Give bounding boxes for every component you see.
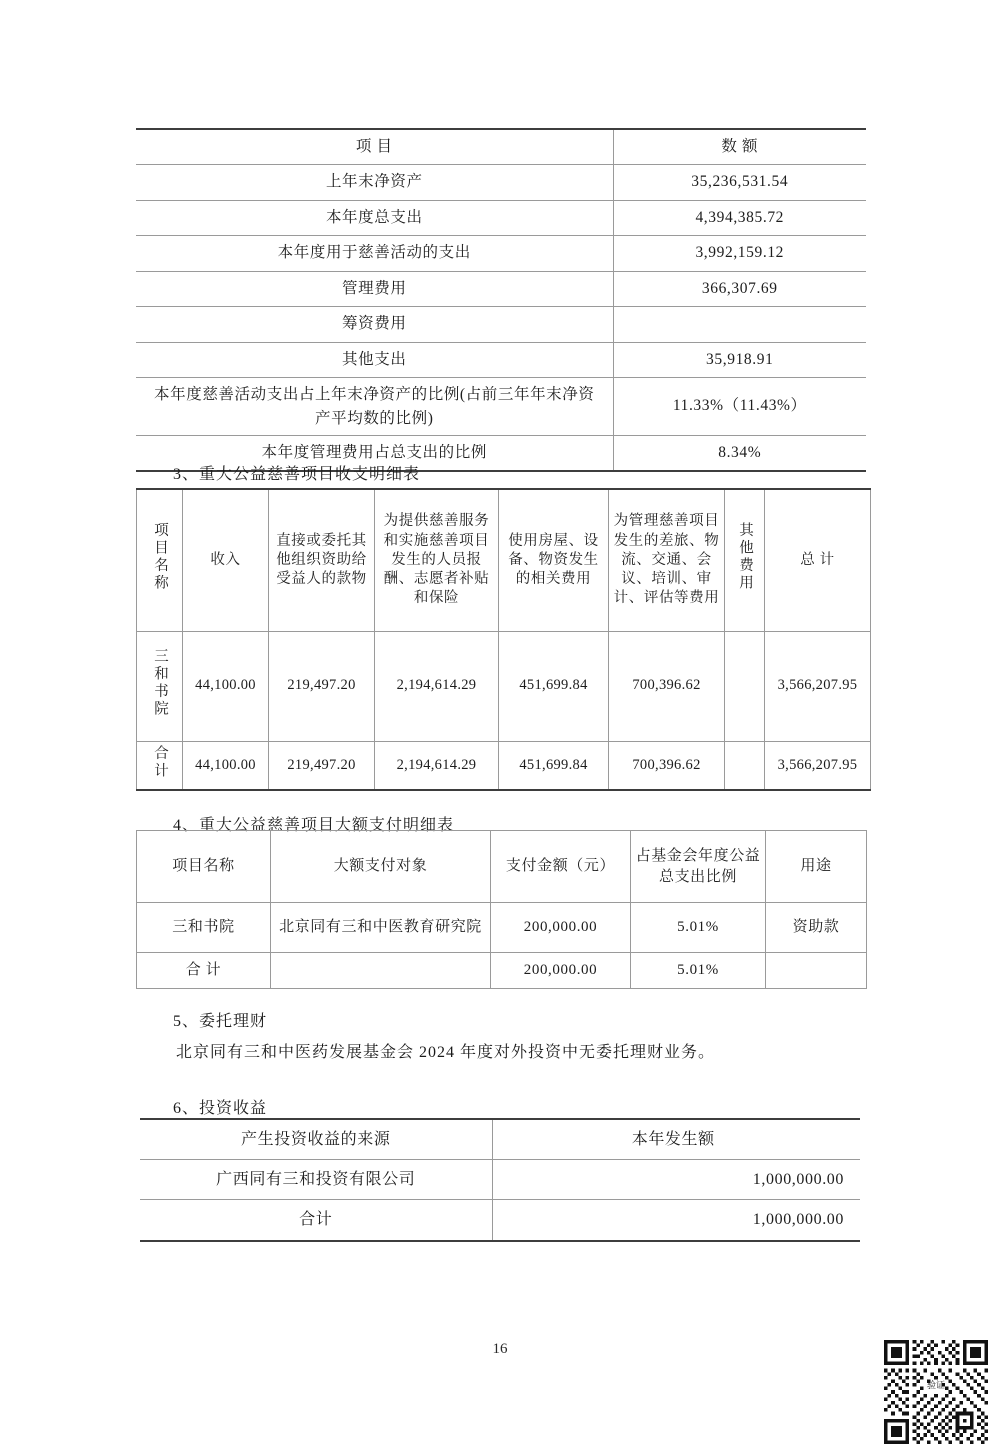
table-row xyxy=(136,236,866,271)
row-value xyxy=(613,307,866,342)
row-value: 366,307.69 xyxy=(613,271,866,306)
table-total-row xyxy=(137,953,867,989)
cell-facility-cost: 451,699.84 xyxy=(499,741,609,790)
header-direct-aid: 直接或委托其他组织资助给受益人的款物 xyxy=(269,489,375,631)
cell-purpose xyxy=(766,953,867,989)
header-amount: 数 额 xyxy=(613,129,866,165)
cell-amount: 200,000.00 xyxy=(491,953,631,989)
header-amount: 支付金额（元） xyxy=(491,831,631,903)
row-label: 筹资费用 xyxy=(136,307,613,342)
cell-source: 广西同有三和投资有限公司 xyxy=(140,1160,492,1200)
row-label: 上年末净资产 xyxy=(136,165,613,200)
cell-payee xyxy=(271,953,491,989)
section-3-heading: 3、重大公益慈善项目收支明细表 xyxy=(173,466,421,483)
header-payee: 大额支付对象 xyxy=(271,831,491,903)
table-row xyxy=(136,271,866,306)
section-4-heading: 4、重大公益慈善项目大额支付明细表 xyxy=(173,817,455,834)
row-value: 3,992,159.12 xyxy=(613,236,866,271)
row-label: 管理费用 xyxy=(136,271,613,306)
table-total-row xyxy=(137,741,871,790)
table-row xyxy=(140,1160,860,1200)
section-6-heading: 6、投资收益 xyxy=(173,1100,268,1117)
header-ratio: 占基金会年度公益总支出比例 xyxy=(631,831,766,903)
cell-amount: 200,000.00 xyxy=(491,903,631,953)
investment-income-table xyxy=(140,1118,860,1242)
net-assets-table xyxy=(136,128,866,472)
row-label: 本年度管理费用占总支出的比例 xyxy=(136,435,613,471)
header-other-cost: 其他费用 xyxy=(725,489,765,631)
cell-income: 44,100.00 xyxy=(183,741,269,790)
header-purpose: 用途 xyxy=(766,831,867,903)
cell-ratio: 5.01% xyxy=(631,953,766,989)
cell-amount: 1,000,000.00 xyxy=(492,1200,860,1241)
cell-total: 3,566,207.95 xyxy=(765,741,871,790)
cell-facility-cost: 451,699.84 xyxy=(499,631,609,741)
qr-center-label: 验证 xyxy=(926,1380,945,1390)
table-header-row xyxy=(137,489,871,631)
charity-project-detail-table xyxy=(136,488,871,791)
verification-qr-code xyxy=(884,1340,988,1444)
header-project-name: 项目名称 xyxy=(137,831,271,903)
table-row xyxy=(136,342,866,377)
row-label: 本年度慈善活动支出占上年末净资产的比例(占前三年年末净资产平均数的比例) xyxy=(136,378,613,436)
table-header-row xyxy=(137,831,867,903)
table-row xyxy=(136,378,866,436)
header-item: 项 目 xyxy=(136,129,613,165)
header-amount: 本年发生额 xyxy=(492,1119,860,1160)
cell-total: 3,566,207.95 xyxy=(765,631,871,741)
row-value: 11.33%（11.43%） xyxy=(613,378,866,436)
qr-code-icon xyxy=(884,1340,988,1444)
header-facility-cost: 使用房屋、设备、物资发生的相关费用 xyxy=(499,489,609,631)
large-payment-detail-table xyxy=(136,830,867,989)
cell-payee: 北京同有三和中医教育研究院 xyxy=(271,903,491,953)
page-number: 16 xyxy=(492,1341,508,1357)
cell-direct-aid: 219,497.20 xyxy=(269,741,375,790)
row-label: 本年度用于慈善活动的支出 xyxy=(136,236,613,271)
cell-project-name: 合计 xyxy=(137,741,183,790)
cell-other-cost xyxy=(725,631,765,741)
cell-project-name: 三和书院 xyxy=(137,631,183,741)
cell-project-name: 三和书院 xyxy=(137,903,271,953)
row-label: 其他支出 xyxy=(136,342,613,377)
table-row xyxy=(136,165,866,200)
cell-project-name: 合 计 xyxy=(137,953,271,989)
table-row xyxy=(136,307,866,342)
cell-other-cost xyxy=(725,741,765,790)
cell-personnel-cost: 2,194,614.29 xyxy=(375,631,499,741)
table-row xyxy=(137,903,867,953)
cell-ratio: 5.01% xyxy=(631,903,766,953)
row-label: 本年度总支出 xyxy=(136,200,613,235)
header-total: 总 计 xyxy=(765,489,871,631)
cell-personnel-cost: 2,194,614.29 xyxy=(375,741,499,790)
row-value: 35,236,531.54 xyxy=(613,165,866,200)
header-personnel-cost: 为提供慈善服务和实施慈善项目发生的人员报酬、志愿者补贴和保险 xyxy=(375,489,499,631)
cell-income: 44,100.00 xyxy=(183,631,269,741)
cell-management-cost: 700,396.62 xyxy=(609,741,725,790)
table-row xyxy=(137,631,871,741)
header-income: 收入 xyxy=(183,489,269,631)
cell-purpose: 资助款 xyxy=(766,903,867,953)
row-value: 35,918.91 xyxy=(613,342,866,377)
cell-amount: 1,000,000.00 xyxy=(492,1160,860,1200)
row-value: 8.34% xyxy=(613,435,866,471)
table-total-row xyxy=(140,1200,860,1241)
table-header-row xyxy=(136,129,866,165)
cell-direct-aid: 219,497.20 xyxy=(269,631,375,741)
section-5-body: 北京同有三和中医药发展基金会 2024 年度对外投资中无委托理财业务。 xyxy=(176,1044,716,1061)
table-row xyxy=(136,200,866,235)
cell-source: 合计 xyxy=(140,1200,492,1241)
row-value: 4,394,385.72 xyxy=(613,200,866,235)
header-management-cost: 为管理慈善项目发生的差旅、物流、交通、会议、培训、审计、评估等费用 xyxy=(609,489,725,631)
table-header-row xyxy=(140,1119,860,1160)
section-5-heading: 5、委托理财 xyxy=(173,1013,268,1030)
header-source: 产生投资收益的来源 xyxy=(140,1119,492,1160)
cell-management-cost: 700,396.62 xyxy=(609,631,725,741)
header-project-name: 项目名称 xyxy=(137,489,183,631)
